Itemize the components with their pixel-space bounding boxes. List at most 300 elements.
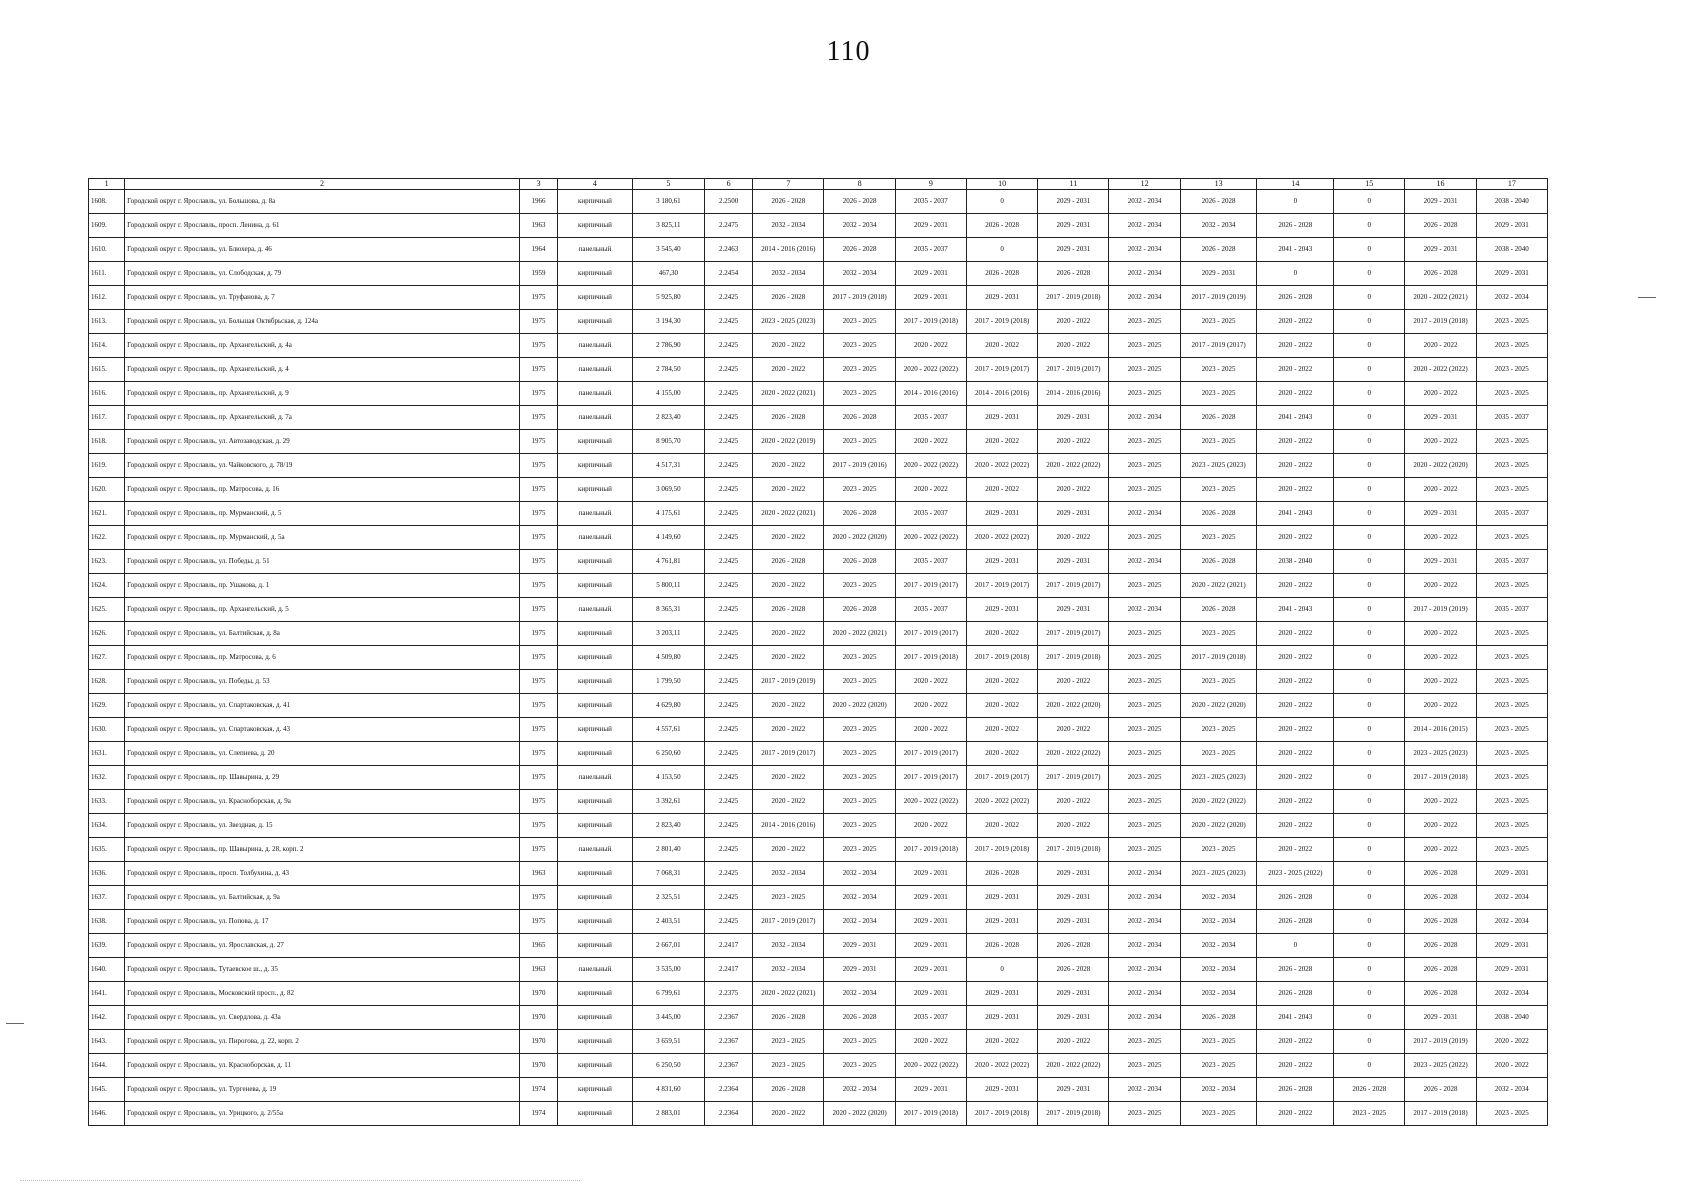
address-cell: Городской округ г. Ярославль, ул. Тургенева, д. 19 (125, 1078, 520, 1102)
table-cell: 2029 - 2031 (1038, 238, 1109, 262)
header-row (89, 179, 1548, 190)
table-cell: 2017 - 2019 (2017) (966, 574, 1037, 598)
table-cell: 2020 - 2022 (2020) (824, 1102, 895, 1126)
table-cell: 2029 - 2031 (824, 958, 895, 982)
table-cell: 2.2454 (705, 262, 753, 286)
table-cell: кирпичный (558, 550, 633, 574)
table-cell: 2020 - 2022 (753, 766, 824, 790)
table-cell: 2023 - 2025 (1180, 526, 1257, 550)
table-cell: 2020 - 2022 (1405, 622, 1476, 646)
table-cell: 2032 - 2034 (1109, 982, 1180, 1006)
table-cell: 1975 (519, 454, 557, 478)
table-cell: 2017 - 2019 (2019) (1405, 598, 1476, 622)
table-cell: 2017 - 2019 (2019) (1405, 1030, 1476, 1054)
table-cell: 2023 - 2025 (824, 382, 895, 406)
table-cell: 0 (1334, 526, 1405, 550)
table-cell: 2032 - 2034 (753, 262, 824, 286)
column-header-12: 12 (1109, 179, 1180, 190)
table-cell: 2026 - 2028 (1180, 238, 1257, 262)
table-cell: 2029 - 2031 (966, 1078, 1037, 1102)
row-number-cell: 1611. (89, 262, 125, 286)
table-cell: 2017 - 2019 (2017) (966, 358, 1037, 382)
table-cell: 0 (1334, 358, 1405, 382)
table-cell: 2020 - 2022 (1038, 814, 1109, 838)
table-cell: 2026 - 2028 (1257, 886, 1334, 910)
address-cell: Городской округ г. Ярославль, пр. Матросова, д. 6 (125, 646, 520, 670)
table-cell: 2020 - 2022 (753, 454, 824, 478)
address-cell: Городской округ г. Ярославль, ул. Слободская, д. 79 (125, 262, 520, 286)
table-cell: кирпичный (558, 574, 633, 598)
table-cell: кирпичный (558, 982, 633, 1006)
table-cell: 2023 - 2025 (1109, 1102, 1180, 1126)
table-cell: 2035 - 2037 (895, 406, 966, 430)
table-cell: 2032 - 2034 (753, 214, 824, 238)
column-header-15: 15 (1334, 179, 1405, 190)
table-cell: 0 (1334, 646, 1405, 670)
table-cell: 5 800,11 (632, 574, 704, 598)
table-cell: 2023 - 2025 (1180, 1102, 1257, 1126)
table-cell: 2023 - 2025 (1180, 718, 1257, 742)
table-cell: 2023 - 2025 (1180, 1054, 1257, 1078)
table-cell: 2017 - 2019 (2018) (966, 1102, 1037, 1126)
table-cell: 2026 - 2028 (1180, 550, 1257, 574)
table-cell: 2035 - 2037 (1476, 406, 1547, 430)
table-row (89, 430, 1548, 454)
table-cell: 2032 - 2034 (1109, 238, 1180, 262)
row-number-cell: 1643. (89, 1030, 125, 1054)
table-cell: 2017 - 2019 (2018) (1180, 646, 1257, 670)
table-cell: 0 (1334, 814, 1405, 838)
table-cell: 2020 - 2022 (2019) (753, 430, 824, 454)
address-cell: Городской округ г. Ярославль, ул. Пирогова, д. 22, корп. 2 (125, 1030, 520, 1054)
table-cell: 2023 - 2025 (824, 574, 895, 598)
table-cell: 0 (966, 238, 1037, 262)
table-cell: 2032 - 2034 (824, 910, 895, 934)
table-cell: 2029 - 2031 (966, 886, 1037, 910)
table-cell: 2017 - 2019 (2018) (1038, 646, 1109, 670)
address-cell: Городской округ г. Ярославль, пр. Архангельский, д. 5 (125, 598, 520, 622)
table-cell: 2026 - 2028 (966, 214, 1037, 238)
table-cell: 2029 - 2031 (895, 934, 966, 958)
table-cell: 2029 - 2031 (895, 286, 966, 310)
table-cell: 2029 - 2031 (1038, 1006, 1109, 1030)
table-cell: 2023 - 2025 (1109, 1030, 1180, 1054)
table-cell: 2020 - 2022 (753, 718, 824, 742)
table-row (89, 262, 1548, 286)
table-cell: панельный (558, 526, 633, 550)
table-cell: 2017 - 2019 (2016) (824, 454, 895, 478)
table-cell: 2020 - 2022 (1038, 310, 1109, 334)
address-cell: Городской округ г. Ярославль, просп. Толбухина, д. 43 (125, 862, 520, 886)
table-row (89, 1102, 1548, 1126)
table-cell: 2023 - 2025 (1180, 430, 1257, 454)
table-cell: 2029 - 2031 (1038, 910, 1109, 934)
table-cell: 2.2425 (705, 598, 753, 622)
row-number-cell: 1622. (89, 526, 125, 550)
table-cell: 2023 - 2025 (1476, 430, 1547, 454)
table-cell: 2029 - 2031 (1038, 550, 1109, 574)
table-cell: 2020 - 2022 (753, 694, 824, 718)
row-number-cell: 1612. (89, 286, 125, 310)
table-cell: 2026 - 2028 (824, 550, 895, 574)
address-cell: Городской округ г. Ярославль, ул. Красноборская, д. 9а (125, 790, 520, 814)
table-cell: 2041 - 2043 (1257, 406, 1334, 430)
table-cell: 2032 - 2034 (1109, 262, 1180, 286)
table-cell: 2023 - 2025 (1476, 622, 1547, 646)
address-cell: Городской округ г. Ярославль, ул. Спартаковская, д. 41 (125, 694, 520, 718)
table-cell: 2020 - 2022 (753, 574, 824, 598)
scan-artifact-line (20, 1180, 580, 1182)
table-cell: 0 (1334, 190, 1405, 214)
row-number-cell: 1616. (89, 382, 125, 406)
table-cell: 2023 - 2025 (1109, 574, 1180, 598)
table-cell: 2020 - 2022 (895, 1030, 966, 1054)
table-cell: кирпичный (558, 1078, 633, 1102)
table-cell: 2020 - 2022 (966, 718, 1037, 742)
table-cell: 2032 - 2034 (824, 982, 895, 1006)
table-cell: кирпичный (558, 814, 633, 838)
address-cell: Городской округ г. Ярославль, ул. Балтийская, д. 9а (125, 886, 520, 910)
row-number-cell: 1614. (89, 334, 125, 358)
table-cell: 1 799,50 (632, 670, 704, 694)
table-cell: 2017 - 2019 (2017) (895, 766, 966, 790)
table-cell: 2029 - 2031 (1476, 214, 1547, 238)
table-cell: 4 509,80 (632, 646, 704, 670)
table-cell: 2.2425 (705, 694, 753, 718)
table-cell: 2020 - 2022 (1405, 478, 1476, 502)
table-row (89, 334, 1548, 358)
table-cell: 2023 - 2025 (1476, 694, 1547, 718)
table-cell: кирпичный (558, 478, 633, 502)
table-cell: 2029 - 2031 (1038, 598, 1109, 622)
table-cell: 2020 - 2022 (2021) (1405, 286, 1476, 310)
row-number-cell: 1646. (89, 1102, 125, 1126)
table-cell: 1975 (519, 670, 557, 694)
table-cell: 2029 - 2031 (1038, 406, 1109, 430)
table-cell: 1975 (519, 526, 557, 550)
table-cell: 2023 - 2025 (1109, 694, 1180, 718)
table-cell: 3 180,61 (632, 190, 704, 214)
table-cell: 1975 (519, 598, 557, 622)
table-cell: 2020 - 2022 (1405, 334, 1476, 358)
table-cell: 2020 - 2022 (753, 478, 824, 502)
table-cell: 2038 - 2040 (1476, 238, 1547, 262)
column-header-6: 6 (705, 179, 753, 190)
table-cell: 2023 - 2025 (1476, 334, 1547, 358)
table-cell: кирпичный (558, 694, 633, 718)
table-cell: 2 786,90 (632, 334, 704, 358)
table-cell: 2026 - 2028 (1405, 886, 1476, 910)
table-cell: кирпичный (558, 262, 633, 286)
table-cell: 2029 - 2031 (966, 550, 1037, 574)
table-cell: 2029 - 2031 (1038, 1078, 1109, 1102)
table-cell: 2032 - 2034 (1109, 286, 1180, 310)
table-cell: 2032 - 2034 (1109, 550, 1180, 574)
table-row (89, 814, 1548, 838)
table-cell: 2020 - 2022 (1405, 646, 1476, 670)
table-cell: 2020 - 2022 (1405, 430, 1476, 454)
table-cell: 0 (1334, 286, 1405, 310)
table-cell: 2026 - 2028 (824, 406, 895, 430)
table-cell: 2023 - 2025 (1476, 1102, 1547, 1126)
table-cell: 2017 - 2019 (2018) (1405, 1102, 1476, 1126)
table-cell: 0 (1334, 478, 1405, 502)
address-cell: Городской округ г. Ярославль, ул. Попова, д. 17 (125, 910, 520, 934)
table-cell: 1975 (519, 694, 557, 718)
address-cell: Городской округ г. Ярославль, пр. Мурманский, д. 5 (125, 502, 520, 526)
table-cell: 2029 - 2031 (895, 910, 966, 934)
table-cell: 0 (1334, 502, 1405, 526)
address-cell: Городской округ г. Ярославль, пр. Шавырина, д. 28, корп. 2 (125, 838, 520, 862)
table-cell: 2023 - 2025 (1476, 766, 1547, 790)
table-cell: 2020 - 2022 (1257, 766, 1334, 790)
table-cell: 2020 - 2022 (2020) (824, 694, 895, 718)
table-row (89, 358, 1548, 382)
table-cell: 2017 - 2019 (2017) (966, 766, 1037, 790)
table-cell: кирпичный (558, 1006, 633, 1030)
table-cell: 2020 - 2022 (2022) (895, 454, 966, 478)
table-cell: 1975 (519, 622, 557, 646)
table-cell: 2.2425 (705, 766, 753, 790)
table-cell: 2.2425 (705, 334, 753, 358)
table-cell: 2032 - 2034 (1109, 1078, 1180, 1102)
row-number-cell: 1644. (89, 1054, 125, 1078)
address-cell: Городской округ г. Ярославль, пр. Архангельский, д. 9 (125, 382, 520, 406)
table-cell: 2026 - 2028 (1405, 862, 1476, 886)
table-cell: 2023 - 2025 (1476, 454, 1547, 478)
table-cell: панельный (558, 598, 633, 622)
table-cell: 2023 - 2025 (1476, 742, 1547, 766)
table-cell: 5 925,80 (632, 286, 704, 310)
table-cell: 2020 - 2022 (1038, 334, 1109, 358)
column-header-5: 5 (632, 179, 704, 190)
table-cell: 2020 - 2022 (1257, 1102, 1334, 1126)
table-cell: 2026 - 2028 (824, 190, 895, 214)
table-cell: 2017 - 2019 (2017) (1038, 574, 1109, 598)
table-cell: 2.2425 (705, 742, 753, 766)
table-row (89, 382, 1548, 406)
table-cell: 2.2425 (705, 526, 753, 550)
table-cell: 0 (1334, 406, 1405, 430)
table-cell: 2020 - 2022 (2022) (1038, 742, 1109, 766)
table-row (89, 286, 1548, 310)
table-cell: 0 (1334, 910, 1405, 934)
table-cell: 2023 - 2025 (824, 814, 895, 838)
row-number-cell: 1613. (89, 310, 125, 334)
table-cell: 2023 - 2025 (1109, 310, 1180, 334)
table-cell: 2023 - 2025 (1109, 670, 1180, 694)
row-number-cell: 1641. (89, 982, 125, 1006)
table-cell: 2020 - 2022 (1257, 358, 1334, 382)
row-number-cell: 1610. (89, 238, 125, 262)
table-cell: 2035 - 2037 (1476, 502, 1547, 526)
table-cell: 2.2417 (705, 958, 753, 982)
table-cell: 0 (1334, 598, 1405, 622)
address-cell: Городской округ г. Ярославль, ул. Победы, д. 53 (125, 670, 520, 694)
table-cell: 2023 - 2025 (1109, 478, 1180, 502)
table-cell: 2026 - 2028 (1405, 958, 1476, 982)
table-cell: 2020 - 2022 (1257, 1030, 1334, 1054)
table-cell: 0 (1334, 622, 1405, 646)
table-row (89, 310, 1548, 334)
table-cell: 2026 - 2028 (1334, 1078, 1405, 1102)
table-cell: 2026 - 2028 (1257, 982, 1334, 1006)
table-cell: кирпичный (558, 910, 633, 934)
table-cell: 0 (1334, 454, 1405, 478)
table-cell: панельный (558, 838, 633, 862)
table-cell: 0 (1334, 382, 1405, 406)
table-cell: 2023 - 2025 (824, 790, 895, 814)
table-cell: 2 667,01 (632, 934, 704, 958)
table-cell: 2017 - 2019 (2017) (753, 910, 824, 934)
table-cell: 2029 - 2031 (895, 214, 966, 238)
table-cell: 2020 - 2022 (966, 814, 1037, 838)
address-cell: Городской округ г. Ярославль, ул. Свердлова, д. 43а (125, 1006, 520, 1030)
table-cell: 2.2425 (705, 910, 753, 934)
table-cell: 2023 - 2025 (2023) (753, 310, 824, 334)
table-cell: 2023 - 2025 (1476, 382, 1547, 406)
table-cell: 0 (1334, 1054, 1405, 1078)
table-cell: 2.2425 (705, 454, 753, 478)
table-body (89, 190, 1548, 1126)
table-cell: 2023 - 2025 (824, 358, 895, 382)
address-cell: Городской округ г. Ярославль, ул. Большова, д. 8а (125, 190, 520, 214)
table-cell: 2023 - 2025 (1180, 478, 1257, 502)
table-cell: 2041 - 2043 (1257, 502, 1334, 526)
table-cell: 0 (1334, 574, 1405, 598)
table-row (89, 406, 1548, 430)
table-cell: 2026 - 2028 (824, 238, 895, 262)
table-cell: 2023 - 2025 (1476, 310, 1547, 334)
address-cell: Городской округ г. Ярославль, ул. Блюхера, д. 46 (125, 238, 520, 262)
table-cell: 2020 - 2022 (2020) (1180, 694, 1257, 718)
table-cell: 2032 - 2034 (1476, 286, 1547, 310)
table-cell: 1975 (519, 766, 557, 790)
table-cell: 2029 - 2031 (966, 1006, 1037, 1030)
table-cell: 2020 - 2022 (966, 670, 1037, 694)
table-cell: 2035 - 2037 (895, 598, 966, 622)
table-cell: 3 535,00 (632, 958, 704, 982)
table-cell: 2017 - 2019 (2018) (966, 646, 1037, 670)
table-cell: 2017 - 2019 (2017) (1038, 358, 1109, 382)
table-cell: 2023 - 2025 (1476, 574, 1547, 598)
table-cell: 2029 - 2031 (895, 886, 966, 910)
table-row (89, 718, 1548, 742)
address-cell: Городской округ г. Ярославль, ул. Труфанова, д. 7 (125, 286, 520, 310)
table-cell: 2020 - 2022 (966, 742, 1037, 766)
table-cell: 1963 (519, 958, 557, 982)
table-cell: 0 (966, 190, 1037, 214)
table-cell: 3 203,11 (632, 622, 704, 646)
row-number-cell: 1645. (89, 1078, 125, 1102)
table-cell: 2017 - 2019 (2017) (1038, 766, 1109, 790)
table-cell: 2041 - 2043 (1257, 1006, 1334, 1030)
address-cell: Городской округ г. Ярославль, пр. Архангельский, д. 4 (125, 358, 520, 382)
table-cell: 2032 - 2034 (1109, 598, 1180, 622)
table-cell: 0 (1334, 238, 1405, 262)
table-cell: 1975 (519, 334, 557, 358)
table-cell: 2020 - 2022 (1257, 382, 1334, 406)
table-cell: кирпичный (558, 886, 633, 910)
table-cell: 2029 - 2031 (1038, 982, 1109, 1006)
table-cell: 2020 - 2022 (1038, 478, 1109, 502)
table-cell: 4 175,61 (632, 502, 704, 526)
row-number-cell: 1615. (89, 358, 125, 382)
table-cell: 2020 - 2022 (1257, 838, 1334, 862)
address-cell: Городской округ г. Ярославль, пр. Архангельский, д. 4а (125, 334, 520, 358)
table-cell: 2017 - 2019 (2018) (895, 646, 966, 670)
table-cell: 2032 - 2034 (753, 934, 824, 958)
table-cell: 1970 (519, 1054, 557, 1078)
table-cell: 2023 - 2025 (824, 334, 895, 358)
table-cell: 2020 - 2022 (1257, 814, 1334, 838)
table-cell: 2026 - 2028 (753, 598, 824, 622)
table-cell: кирпичный (558, 214, 633, 238)
table-cell: 2020 - 2022 (1257, 574, 1334, 598)
table-cell: 2026 - 2028 (1405, 910, 1476, 934)
table-cell: 2026 - 2028 (753, 1078, 824, 1102)
table-cell: 2032 - 2034 (1180, 886, 1257, 910)
table-cell: 2023 - 2025 (1109, 646, 1180, 670)
table-cell: 2026 - 2028 (1038, 958, 1109, 982)
table-cell: 2020 - 2022 (1257, 454, 1334, 478)
table-cell: 1974 (519, 1078, 557, 1102)
table-cell: 2.2463 (705, 238, 753, 262)
table-cell: панельный (558, 238, 633, 262)
table-cell: 2.2475 (705, 214, 753, 238)
table-cell: 0 (1334, 958, 1405, 982)
table-cell: 2023 - 2025 (2023) (1180, 862, 1257, 886)
table-cell: 2020 - 2022 (2020) (1038, 694, 1109, 718)
table-cell: 0 (1334, 550, 1405, 574)
table-cell: 2023 - 2025 (1476, 718, 1547, 742)
table-cell: 2026 - 2028 (1038, 934, 1109, 958)
address-cell: Городской округ г. Ярославль, Тутаевское ш., д. 35 (125, 958, 520, 982)
table-row (89, 238, 1548, 262)
table-cell: 2017 - 2019 (2018) (1038, 1102, 1109, 1126)
table-cell: 1975 (519, 310, 557, 334)
table-cell: 2026 - 2028 (1405, 934, 1476, 958)
table-cell: 2020 - 2022 (2020) (824, 526, 895, 550)
table-cell: 2020 - 2022 (895, 694, 966, 718)
table-cell: 2023 - 2025 (1109, 1054, 1180, 1078)
table-cell: 2023 - 2025 (824, 310, 895, 334)
table-cell: 2026 - 2028 (1180, 406, 1257, 430)
table-cell: кирпичный (558, 1030, 633, 1054)
table-cell: 2020 - 2022 (753, 526, 824, 550)
table-cell: 2029 - 2031 (895, 1078, 966, 1102)
table-cell: кирпичный (558, 718, 633, 742)
table-cell: 2.2425 (705, 286, 753, 310)
table-cell: 2020 - 2022 (1257, 742, 1334, 766)
table-cell: 2.2425 (705, 550, 753, 574)
table-cell: панельный (558, 382, 633, 406)
table-cell: 2029 - 2031 (1405, 550, 1476, 574)
table-cell: 2029 - 2031 (895, 862, 966, 886)
table-cell: 2020 - 2022 (1257, 670, 1334, 694)
table-cell: 1959 (519, 262, 557, 286)
table-cell: 2017 - 2019 (2019) (1180, 286, 1257, 310)
table-cell: 0 (1334, 1030, 1405, 1054)
table-cell: 2020 - 2022 (966, 478, 1037, 502)
table-cell: панельный (558, 766, 633, 790)
table-cell: панельный (558, 502, 633, 526)
table-cell: 4 629,80 (632, 694, 704, 718)
table-cell: 2020 - 2022 (966, 430, 1037, 454)
table-cell: 2.2425 (705, 670, 753, 694)
table-cell: 2023 - 2025 (1109, 526, 1180, 550)
table-cell: 1975 (519, 502, 557, 526)
